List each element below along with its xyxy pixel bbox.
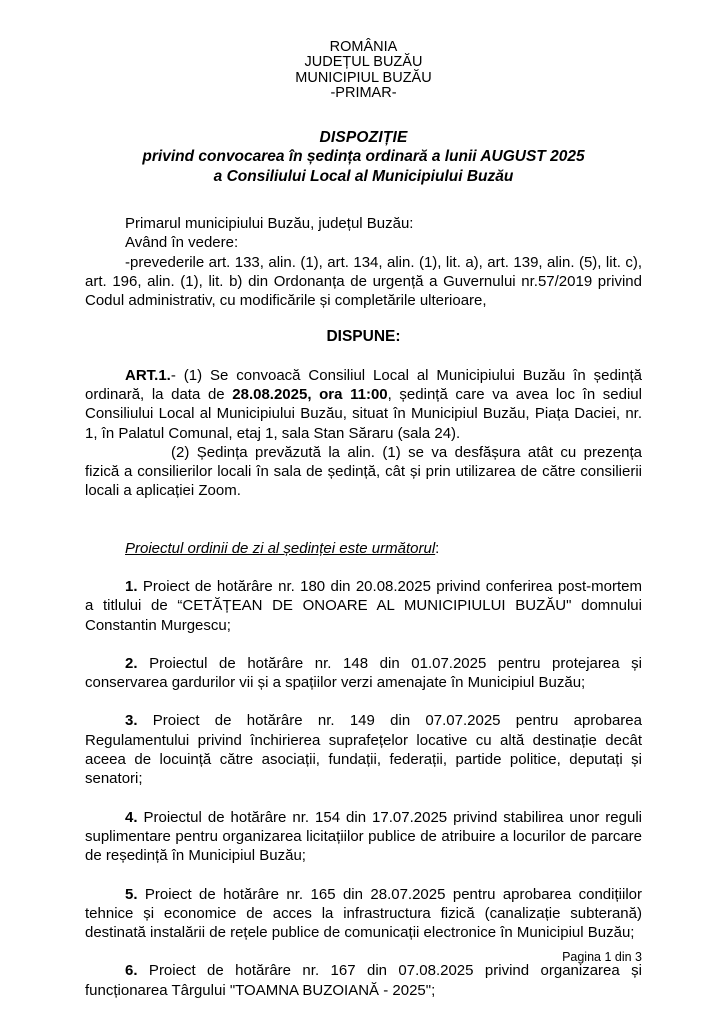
letterhead-municipality: MUNICIPIUL BUZĂU [295,69,432,86]
article-1-text-part-2: , ședință care va avea loc în sediul Consiliului Local al Municipiului Buzău, situat în Municipiul Buzău, Piața Daciei, nr. 1, în Palatul Comunal, etaj 1, sala Stan Săraru (sala 24). [85,385,642,442]
agenda-item-number: 5. [125,885,138,903]
agenda-item [85,961,642,1000]
letterhead [85,40,642,102]
agenda-item [85,808,642,866]
agenda-item-text: Proiect de hotărâre nr. 149 din 07.07.2025 pentru aprobarea Regulamentului privind închirierea suprafețelor locative cu altă destinație decât aceea de locuință către asociații, fundații, federații, partide politice, deputați și senatori; [85,712,642,788]
page-number-label: Pagina 1 din 3 [562,950,642,964]
agenda-item-text: Proiect de hotărâre nr. 165 din 28.07.2025 pentru aprobarea condițiilor tehnice și economice de acces la infrastructura fizică (canalizație subterană) destinată instalării de rețele publice de comunicații electronice în Municipiul Buzău; [85,885,642,942]
agenda-item-number: 6. [125,962,138,980]
agenda-item-text: Proiect de hotărâre nr. 167 din 07.08.2025 privind organizarea și funcționarea Târgului "TOAMNA BUZOIANĂ - 2025"; [85,962,642,999]
title-line-1: DISPOZIȚIE [319,128,408,146]
intro-legal-basis: -prevederile art. 133, alin. (1), art. 134, alin. (1), lit. a), art. 139, alin. (5), lit. c), art. 196, alin. (1), lit. b) din Ordonanța de urgență a Guvernului nr.57/2019 privind Codul administrativ, cu modificările și completările ulterioare, [85,253,642,310]
agenda-item [85,885,642,943]
agenda-item-text: Proiectul de hotărâre nr. 154 din 17.07.2025 privind stabilirea unor reguli suplimentare pentru organizarea licitațiilor publice de atribuire a locurilor de parcare de reședință în Municipiul Buzău; [85,808,642,865]
agenda-item-number: 1. [125,577,138,595]
page-title [85,128,642,187]
letterhead-country: ROMÂNIA [329,39,398,55]
agenda-item-number: 2. [125,654,138,672]
agenda-item-text: Proiect de hotărâre nr. 180 din 20.08.2025 privind conferirea post-mortem a titlului de “CETĂȚEAN DE ONOARE AL MUNICIPIULUI BUZĂU" domnului Constantin Murgescu; [85,577,642,634]
title-line-3: a Consiliului Local al Municipiului Buzău [213,167,514,185]
agenda-item-text: Proiectul de hotărâre nr. 148 din 01.07.2025 pentru protejarea și conservarea gardurilor vii și a spațiilor verzi amenajate în Municipiul Buzău; [85,654,642,692]
intro-line-considering: Având în vedere: [125,234,239,252]
article-1-text-part-1: - (1) Se convoacă Consiliul Local al Municipiului Buzău în ședință ordinară, la data de [85,366,642,403]
page-footer [85,950,642,965]
agenda-item-number: 3. [125,712,138,730]
agenda-heading-underlined: Proiectul ordinii de zi al ședinței este următorul [125,539,436,557]
document-content [85,0,642,1000]
agenda-list [85,577,642,1000]
agenda-item [85,654,642,693]
agenda-item [85,577,642,635]
article-1-alineat-2: (2) Ședința prevăzută la alin. (1) se va desfășura atât cu prezența fizică a consilierilor locali în sala de ședință, cât și prin utilizarea de către consilierii locali a aplicației Zoom. [85,443,642,500]
intro-block [85,214,642,310]
agenda-item-number: 4. [125,808,138,826]
agenda-heading-suffix: : [435,539,440,557]
article-1-block [85,366,642,501]
agenda-item [85,711,642,788]
dispune-heading: DISPUNE: [326,327,401,345]
article-1-label: ART.1. [125,366,171,384]
intro-line-mayor: Primarul municipiului Buzău, județul Buzău: [125,215,414,233]
article-1-datetime: 28.08.2025, ora 11:00 [232,385,388,403]
agenda-heading-block [85,539,642,558]
article-1-paragraph [85,366,642,443]
letterhead-role: -PRIMAR- [330,85,397,102]
agenda-heading [85,539,642,558]
letterhead-county: JUDEȚUL BUZĂU [304,54,423,71]
title-line-2: privind convocarea în ședința ordinară a lunii AUGUST 2025 [142,148,585,166]
